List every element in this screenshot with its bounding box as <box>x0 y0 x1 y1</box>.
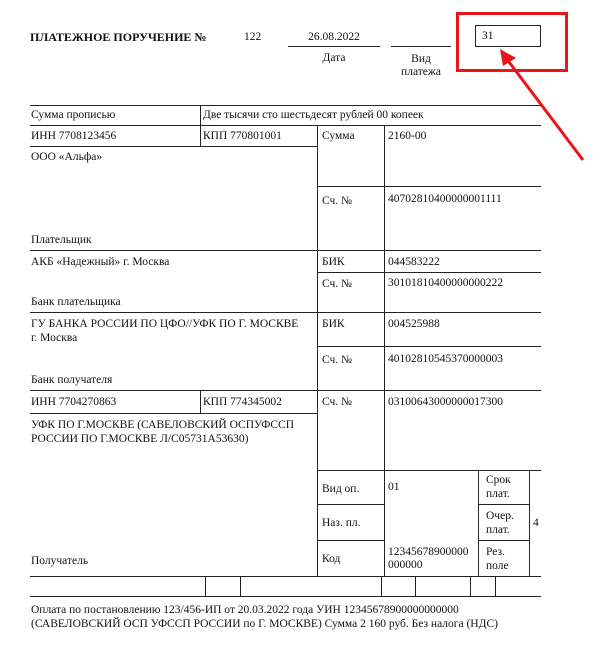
code-label: Код <box>322 553 341 565</box>
rule-payee-inn <box>30 413 317 414</box>
operation-type-label: Вид оп. <box>322 483 360 495</box>
rule-purpose-code <box>317 540 384 541</box>
rule-payer-inn <box>30 146 317 147</box>
payee-bank-label: Банк получателя <box>31 374 113 386</box>
payee-kpp: КПП 774345002 <box>203 396 282 408</box>
payee-bank-name-2: г. Москва <box>31 332 78 344</box>
rule-payer-bottom <box>30 250 541 251</box>
rule-payer-bank-bottom <box>30 312 541 313</box>
purpose-line-2: (САВЕЛОВСКИЙ ОСП УФССП РОССИИ по Г. МОСКВЕ) Сумма 2 160 руб. Без налога (НДС) <box>31 618 498 630</box>
rule-payee-bank-bottom <box>30 390 541 391</box>
payee-inn: ИНН 7704270863 <box>31 396 117 408</box>
v-tax-1 <box>205 576 206 596</box>
rule-term <box>478 504 529 505</box>
rule-op-type <box>317 504 384 505</box>
payer-bank-bik: 044583222 <box>388 256 440 268</box>
code-value-1: 12345678900000 <box>388 546 469 558</box>
payment-type-label-1: Вид <box>411 53 431 65</box>
rule-tax-row-bottom <box>30 596 541 597</box>
purpose-code-label: Наз. пл. <box>322 517 361 529</box>
payee-bank-bik: 004525988 <box>388 318 440 330</box>
rule-payee-bottom <box>30 576 541 577</box>
rule-order <box>478 540 529 541</box>
payee-name-1: УФК ПО Г.МОСКВЕ (САВЕЛОВСКИЙ ОСПУФССП <box>31 419 295 431</box>
v-values <box>384 125 385 576</box>
amount-words-value: Две тысячи сто шестьдесят рублей 00 копеек <box>203 109 424 121</box>
document-title: ПЛАТЕЖНОЕ ПОРУЧЕНИЕ № <box>30 30 207 44</box>
sum-label: Сумма <box>322 130 355 142</box>
payer-name: ООО «Альфа» <box>31 151 103 163</box>
payer-bank-label: Банк плательщика <box>31 296 121 308</box>
v-tax-3 <box>381 576 382 596</box>
rule-amount-words <box>30 125 541 126</box>
reserve-label-1: Рез. <box>486 546 505 558</box>
purpose-line-1: Оплата по постановлению 123/456-ИП от 20.03.2022 года УИН 12345678900000000000 <box>31 604 459 616</box>
v-tax-2 <box>240 576 241 596</box>
payer-account: 40702810400000001111 <box>388 193 502 205</box>
payee-bank-name-1: ГУ БАНКА РОССИИ ПО ЦФО//УФК ПО Г. МОСКВЕ <box>31 318 299 330</box>
rule-payee-account <box>317 470 541 471</box>
v-tax-5 <box>470 576 471 596</box>
status-code: 31 <box>482 30 494 42</box>
payee-name-2: РОССИИ ПО Г.МОСКВЕ Л/С05731А53630) <box>31 433 249 445</box>
payer-bank-account: 30101810400000000222 <box>388 277 503 289</box>
payee-account-label: Сч. № <box>322 396 353 408</box>
payer-account-label: Сч. № <box>322 195 353 207</box>
order-label-2: плат. <box>486 524 510 536</box>
rule-payee-bik <box>317 346 541 347</box>
v-tax-4 <box>415 576 416 596</box>
document-number: 122 <box>244 31 262 43</box>
rule-payer-account <box>317 186 541 187</box>
payee-bank-account-label: Сч. № <box>322 354 353 366</box>
date-label: Дата <box>322 52 346 64</box>
sum-value: 2160-00 <box>388 130 427 142</box>
document-date: 26.08.2022 <box>308 31 360 43</box>
payer-kpp: КПП 770801001 <box>203 130 282 142</box>
payee-bank-account: 40102810545370000003 <box>388 353 503 365</box>
payment-type-label-2: платежа <box>401 66 441 78</box>
v-payer-inn-kpp <box>200 125 201 146</box>
v-main <box>317 125 318 576</box>
payee-account: 03100643000000017300 <box>388 396 503 408</box>
order-value: 4 <box>533 517 539 529</box>
v-order-col <box>529 470 530 576</box>
payer-bank-account-label: Сч. № <box>322 278 353 290</box>
v-tax-6 <box>495 576 496 596</box>
term-label-2: плат. <box>486 488 510 500</box>
rule-payer-bik <box>317 272 541 273</box>
amount-words-label: Сумма прописью <box>31 109 116 121</box>
payer-label: Плательщик <box>31 234 92 246</box>
operation-type-value: 01 <box>388 481 400 493</box>
reserve-label-2: поле <box>486 560 509 572</box>
payer-bank-name: АКБ «Надежный» г. Москва <box>31 256 170 268</box>
payee-bank-bik-label: БИК <box>322 318 345 330</box>
v-payee-inn-kpp <box>200 390 201 413</box>
rule-top <box>30 105 541 106</box>
v-term-col <box>478 470 479 576</box>
order-label-1: Очер. <box>486 510 514 522</box>
payer-bank-bik-label: БИК <box>322 256 345 268</box>
v-amount-words <box>200 105 201 125</box>
term-label-1: Срок <box>486 474 511 486</box>
code-value-2: 000000 <box>388 559 423 571</box>
payer-inn: ИНН 7708123456 <box>31 130 117 142</box>
payee-label: Получатель <box>31 555 89 567</box>
